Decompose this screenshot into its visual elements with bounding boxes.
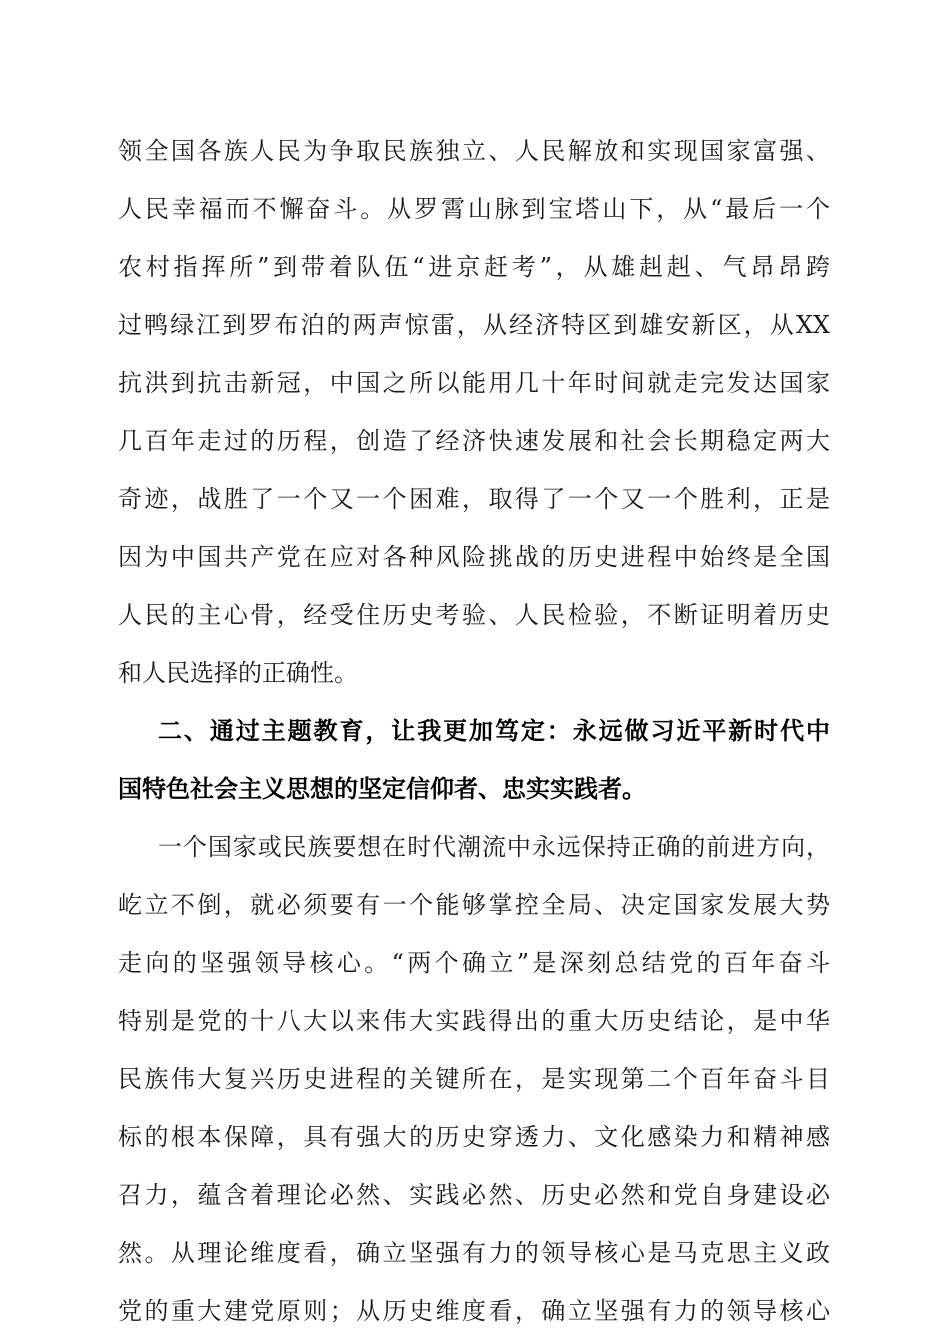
text-line: 一个国家或民族要想在时代潮流中永远保持正确的前进方向， — [158, 833, 830, 861]
text-line: 走向的坚强领导核心。“两个确立”是深刻总结党的百年奋斗 — [118, 949, 830, 977]
text-line: 人民幸福而不懈奋斗。从罗霄山脉到宝塔山下，从“最后一个 — [118, 195, 830, 223]
heading-line: 国特色社会主义思想的坚定信仰者、忠实实践者。 — [118, 775, 646, 803]
text-line: 召力，蕴含着理论必然、实践必然、历史必然和党自身建设必 — [118, 1181, 830, 1209]
text-line: 抗洪到抗击新冠，中国之所以能用几十年时间就走完发达国家 — [118, 369, 830, 397]
heading-line: 二、通过主题教育，让我更加笃定：永远做习近平新时代中 — [158, 717, 830, 745]
text-line: 人民的主心骨，经受住历史考验、人民检验，不断证明着历史 — [118, 601, 830, 629]
text-line: 领全国各族人民为争取民族独立、人民解放和实现国家富强、 — [118, 137, 830, 165]
text-line: 特别是党的十八大以来伟大实践得出的重大历史结论，是中华 — [118, 1007, 830, 1035]
text-line: 屹立不倒，就必须要有一个能够掌控全局、决定国家发展大势 — [118, 891, 830, 919]
text-line: 标的根本保障，具有强大的历史穿透力、文化感染力和精神感 — [118, 1123, 830, 1151]
text-line: 因为中国共产党在应对各种风险挑战的历史进程中始终是全国 — [118, 543, 830, 571]
text-line: 然。从理论维度看，确立坚强有力的领导核心是马克思主义政 — [118, 1239, 830, 1267]
text-line: 民族伟大复兴历史进程的关键所在，是实现第二个百年奋斗目 — [118, 1065, 830, 1093]
text-line: 党的重大建党原则；从历史维度看，确立坚强有力的领导核心 — [118, 1297, 830, 1325]
text-line: 过鸭绿江到罗布泊的两声惊雷，从经济特区到雄安新区，从XX — [118, 311, 830, 339]
text-line: 几百年走过的历程，创造了经济快速发展和社会长期稳定两大 — [118, 427, 830, 455]
text-line: 奇迹，战胜了一个又一个困难，取得了一个又一个胜利，正是 — [118, 485, 830, 513]
text-line: 和人民选择的正确性。 — [118, 659, 358, 687]
text-line: 农村指挥所”到带着队伍“进京赶考”，从雄赳赳、气昂昂跨 — [118, 253, 830, 281]
